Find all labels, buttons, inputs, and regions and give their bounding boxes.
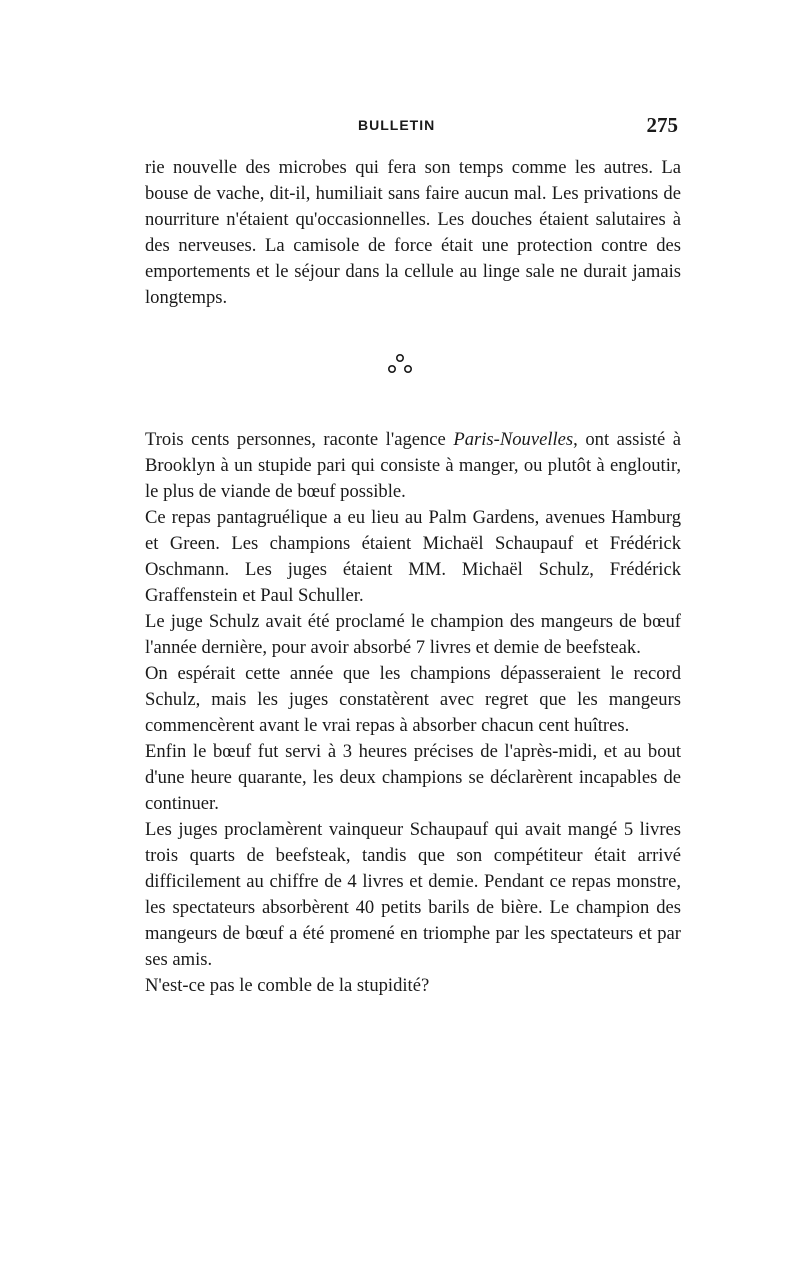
paragraph-2: Ce repas pantagruélique a eu lieu au Palm Gardens, avenues Hamburg et Green. Les champions étaient Michaël Schaupauf et Frédérick Oschmann. Les juges étaient MM. Michaël Schulz, Frédérick Graffenstein et Paul Schuller.	[145, 507, 681, 606]
paragraph-7: N'est-ce pas le comble de la stupidité?	[145, 975, 430, 996]
paragraph-1-after: , ont assisté à Brooklyn à un stupide pari qui consiste à manger, ou plutôt à engloutir, le plus de viande de bœuf possible.	[145, 429, 681, 502]
paragraph-6: Les juges proclamèrent vainqueur Schaupauf qui avait mangé 5 livres trois quarts de beefsteak, tandis que son compétiteur était arrivé difficilement au chiffre de 4 livres et demie. Pendant ce repas monstre, les spectateurs absorbèrent 40 petits barils de bière. Le champion des mangeurs de bœuf a été promené en triomphe par les spectateurs et par ses amis.	[145, 819, 681, 970]
running-head	[118, 114, 678, 138]
text-section-2	[145, 427, 681, 999]
asterism-icon	[380, 350, 420, 380]
paragraph-3: Le juge Schulz avait été proclamé le champion des mangeurs de bœuf l'année dernière, pour avoir absorbé 7 livres et demie de beefsteak.	[145, 611, 681, 658]
paragraph-1-before: Trois cents personnes, raconte l'agence	[145, 429, 454, 450]
paragraph-continuation: rie nouvelle des microbes qui fera son temps comme les autres. La bouse de vache, dit-il, humiliait sans faire aucun mal. Les privations de nourriture n'étaient qu'occasionnelles. Les douches étaient salutaires à des nerveuses. La camisole de force était une protection contre des emportements et le séjour dans la cellule au linge sale ne durait jamais longtemps.	[145, 157, 681, 308]
page-number: 275	[646, 113, 678, 137]
paragraph-1	[145, 427, 681, 505]
paragraph-4: On espérait cette année que les champions dépasseraient le record Schulz, mais les juges constatèrent avec regret que les mangeurs commencèrent avant le vrai repas à absorber chacun cent huîtres.	[145, 663, 681, 736]
text-section-1	[145, 155, 681, 311]
running-title: BULLETIN	[358, 117, 436, 133]
section-separator	[0, 350, 800, 385]
paragraph-5: Enfin le bœuf fut servi à 3 heures précises de l'après-midi, et au bout d'une heure quarante, les deux champions se déclarèrent incapables de continuer.	[145, 741, 681, 814]
source-agency: Paris-Nouvelles	[453, 429, 574, 450]
